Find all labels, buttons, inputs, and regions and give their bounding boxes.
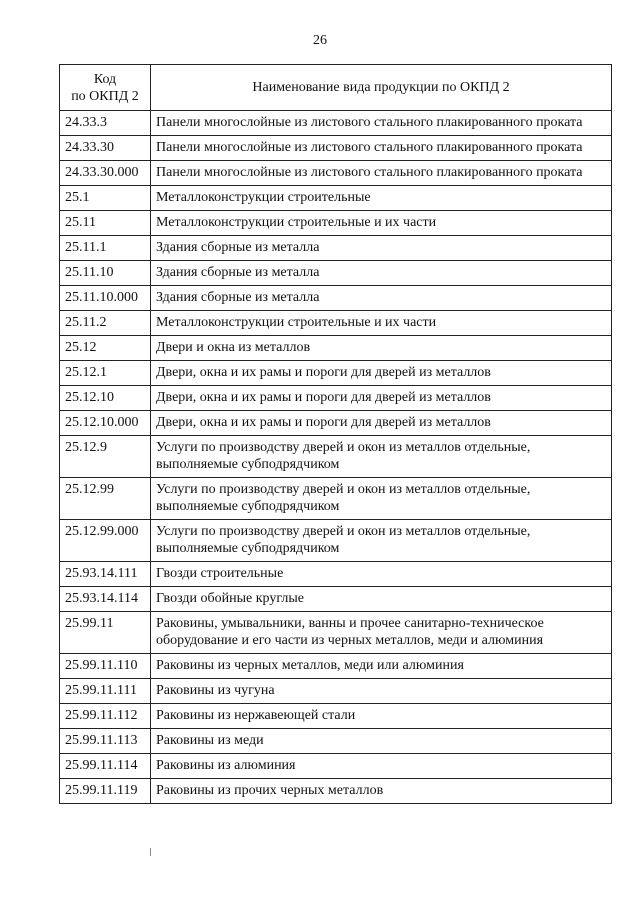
table-row [60,520,612,562]
header-name: Наименование вида продукции по ОКПД 2 [151,65,612,111]
code-cell: 25.11.10 [60,261,151,286]
code-cell: 25.1 [60,186,151,211]
name-cell: Металлоконструкции строительные и их части [151,211,612,236]
code-cell: 25.12 [60,336,151,361]
name-cell: Двери, окна и их рамы и пороги для дверей из металлов [151,361,612,386]
header-code [60,65,151,111]
name-cell: Раковины, умывальники, ванны и прочее санитарно-техническое оборудование и его части из черных металлов, меди и алюминия [151,612,612,654]
scan-mark [150,848,151,856]
code-cell: 25.12.99.000 [60,520,151,562]
table-row [60,311,612,336]
code-cell: 25.12.99 [60,478,151,520]
name-cell: Гвозди строительные [151,562,612,587]
table-row [60,111,612,136]
name-cell: Металлоконструкции строительные и их части [151,311,612,336]
name-cell: Панели многослойные из листового стального плакированного проката [151,161,612,186]
table-row [60,704,612,729]
table-row [60,386,612,411]
table-row [60,186,612,211]
header-code-line1: Код [93,71,117,87]
code-cell: 25.12.10.000 [60,411,151,436]
table-row [60,779,612,804]
code-cell: 24.33.30.000 [60,161,151,186]
name-cell: Здания сборные из металла [151,236,612,261]
page-number: 26 [313,33,327,48]
name-cell: Здания сборные из металла [151,286,612,311]
table-row [60,562,612,587]
table-row [60,612,612,654]
table-row [60,587,612,612]
table-row [60,136,612,161]
table-row [60,361,612,386]
table-row [60,679,612,704]
code-cell: 25.93.14.111 [60,562,151,587]
name-cell: Раковины из меди [151,729,612,754]
table-row [60,729,612,754]
code-cell: 25.11.10.000 [60,286,151,311]
name-cell: Услуги по производству дверей и окон из металлов отдельные, выполняемые субподрядчиком [151,436,612,478]
name-cell: Металлоконструкции строительные [151,186,612,211]
code-cell: 25.99.11.113 [60,729,151,754]
name-cell: Панели многослойные из листового стального плакированного проката [151,111,612,136]
table-row [60,754,612,779]
code-cell: 24.33.30 [60,136,151,161]
code-cell: 24.33.3 [60,111,151,136]
name-cell: Двери и окна из металлов [151,336,612,361]
name-cell: Раковины из прочих черных металлов [151,779,612,804]
code-cell: 25.12.9 [60,436,151,478]
table-header-row [60,65,612,111]
name-cell: Здания сборные из металла [151,261,612,286]
code-cell: 25.12.10 [60,386,151,411]
table-row [60,211,612,236]
table-row [60,436,612,478]
name-cell: Двери, окна и их рамы и пороги для дверей из металлов [151,386,612,411]
code-cell: 25.99.11.119 [60,779,151,804]
header-code-line2: по ОКПД 2 [71,88,139,104]
table-row [60,236,612,261]
name-cell: Раковины из черных металлов, меди или алюминия [151,654,612,679]
name-cell: Услуги по производству дверей и окон из металлов отдельные, выполняемые субподрядчиком [151,478,612,520]
okpd-table [59,64,612,804]
name-cell: Услуги по производству дверей и окон из металлов отдельные, выполняемые субподрядчиком [151,520,612,562]
table-row [60,261,612,286]
name-cell: Раковины из нержавеющей стали [151,704,612,729]
code-cell: 25.11.2 [60,311,151,336]
table-row [60,411,612,436]
code-cell: 25.12.1 [60,361,151,386]
name-cell: Раковины из алюминия [151,754,612,779]
code-cell: 25.99.11 [60,612,151,654]
code-cell: 25.93.14.114 [60,587,151,612]
table-row [60,478,612,520]
code-cell: 25.99.11.114 [60,754,151,779]
table-row [60,161,612,186]
code-cell: 25.99.11.111 [60,679,151,704]
table-row [60,286,612,311]
code-cell: 25.11 [60,211,151,236]
name-cell: Панели многослойные из листового стального плакированного проката [151,136,612,161]
table-row [60,654,612,679]
name-cell: Гвозди обойные круглые [151,587,612,612]
code-cell: 25.99.11.112 [60,704,151,729]
code-cell: 25.99.11.110 [60,654,151,679]
table-row [60,336,612,361]
name-cell: Двери, окна и их рамы и пороги для дверей из металлов [151,411,612,436]
name-cell: Раковины из чугуна [151,679,612,704]
code-cell: 25.11.1 [60,236,151,261]
